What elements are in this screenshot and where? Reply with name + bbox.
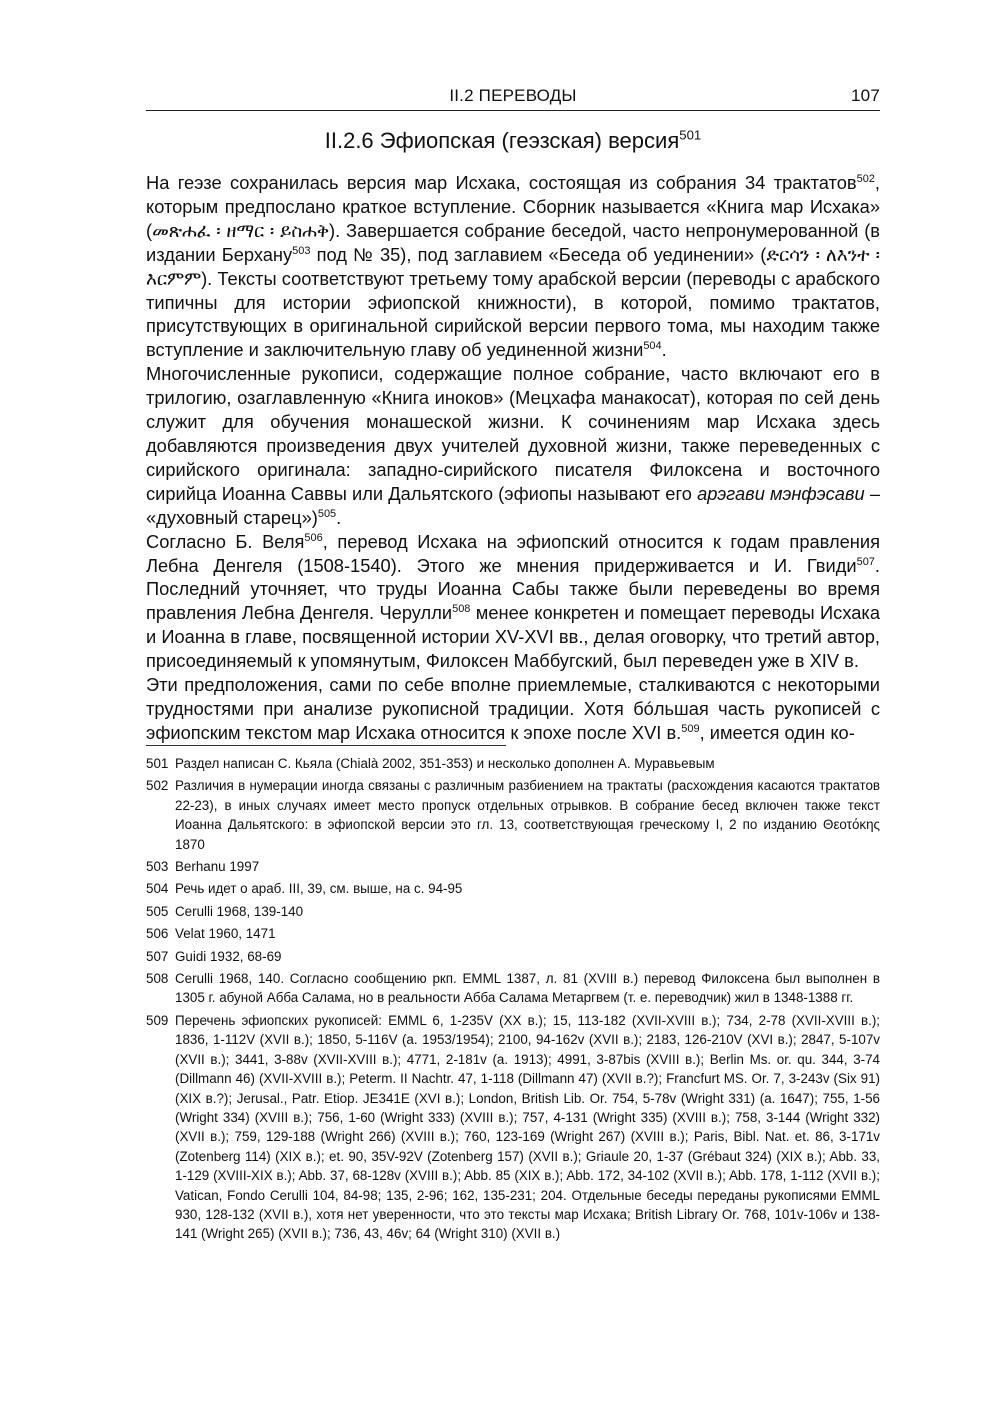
footnote bbox=[146, 776, 880, 854]
text-run: менее конкретен и помещает переводы Исхака и Иоанна в главе, посвященной истории XV-XVI вв., делая оговорку, что третий автор, присоединяемый к упомянутым, Филоксен Маббугский, был переведен уже в XIV в. bbox=[146, 602, 880, 672]
text-run: под № 35), под заглавием «Беседа об уединении» (ድርሳን ፡ ለእንተ ፡ እርምም). Тексты соответствуют третьему тому арабской версии (переводы с арабского типичны для истории эфиопской книжности), в которой, помимо трактатов, присутствующих в оригинальной сирийской версии первого тома, мы находим также вступление и заключительную главу об уединенной жизни bbox=[146, 243, 880, 361]
footnote-text: Guidi 1932, 68-69 bbox=[175, 948, 282, 964]
paragraph bbox=[146, 673, 880, 745]
text-run: , перевод Исхака на эфиопский относится к годам правления Лебна Денгеля (1508-1540). Этого же мнения придерживается и И. Гвиди bbox=[146, 530, 880, 576]
footnote-number: 507 bbox=[146, 948, 169, 964]
footnote-ref: 506 bbox=[304, 531, 323, 544]
section-heading-text: II.2.6 Эфиопская (геэзская) версия bbox=[324, 128, 680, 153]
paragraph bbox=[146, 362, 880, 529]
footnote-number: 504 bbox=[146, 881, 169, 897]
running-head-title: II.2 ПЕРЕВОДЫ bbox=[449, 86, 577, 105]
footnote-number: 509 bbox=[146, 1012, 169, 1028]
footnote-number: 506 bbox=[146, 926, 169, 942]
footnote-text: Перечень эфиопских рукописей: EMML 6, 1-235V (XX в.); 15, 113-182 (XVII-XVIII в.); 734, 2-78 (XVII-XVIII в.); 1836, 1-112V (XVII в.); 1850, 5-116V (а. 1953/1954); 2100, 94-162v (XVII в.); 2183, 126-210V (XVI в.); 2847, 5-107v (XVII в.); 3441, 3-88v (XVII-XVIII в.); 4771, 2-181v (а. 1913); 4991, 3-87bis (XVIII в.); Berlin Ms. or. qu. 344, 3-74 (Dillmann 46) (XVII-XVIII в.); Peterm. II Nachtr. 47, 1-118 (Dillmann 47) (XVII в.?); Francfurt MS. Or. 7, 3-243v (Six 91) (XIX в.?); Jerusal., Patr. Etiop. JE341E (XVI в.); London, British Lib. Or. 754, 5-78v (Wright 331) (а. 1647); 755, 1-56 (Wright 334) (XVIII в.); 756, 1-60 (Wright 333) (XVIII в.); 757, 4-131 (Wright 335) (XVIII в.); 758, 3-144 (Wright 332) (XVII в.); 759, 129-188 (Wright 266) (XVIII в.); 760, 123-169 (Wright 267) (XVIII в.); Paris, Bibl. Nat. et. 86, 3-171v (Zotenberg 114) (XIX в.); et. 90, 35V-92V (Zotenberg 157) (XVII в.); Griaule 20, 1-37 (Grébaut 324) (XIX в.); Abb. 33, 1-129 (XVIII-XIX в.); Abb. 37, 68-128v (XVIII в.); Abb. 85 (XIX в.); Abb. 172, 34-102 (XVII в.); Abb. 178, 1-112 (XVII в.); Vatican, Fondo Cerulli 104, 84-98; 135, 2-96; 162, 135-231; 204. Отдельные беседы переданы рукописями EMML 930, 128-132 (XVII в.), хотя нет уверенности, что это тексты мар Исхака; British Library Or. 768, 101v-106v и 138-141 (Wright 265) (XVII в.); 736, 43, 46v; 64 (Wright 310) (XVII в.) bbox=[175, 1012, 880, 1242]
footnote bbox=[146, 902, 880, 921]
paragraph bbox=[146, 171, 880, 362]
text-run: На геэзе сохранилась версия мар Исхака, состоящая из собрания 34 трактатов bbox=[146, 172, 857, 193]
footnote-text: Различия в нумерации иногда связаны с различным разбиением на трактаты (расхождения касаются трактатов 22-23), в иных случаях имеет место пропуск отдельных отрывков. В собрание бесед включен также текст Иоанна Дальятского: в эфиопской версии это гл. 13, соответствующая греческому I, 2 по изданию Θεοτόκης 1870 bbox=[175, 778, 880, 852]
footnote-number: 501 bbox=[146, 756, 169, 771]
footnote-ref: 505 bbox=[317, 507, 337, 520]
footnote-text: Cerulli 1968, 140. Согласно сообщению ркп. EMML 1387, л. 81 (XVIII в.) перевод Филоксена был выполнен в 1305 г. абуной Абба Салама, но в реальности Абба Салама Метаргвем (т. е. переводчик) жил в 1348-1388 гг. bbox=[175, 971, 880, 1006]
text-run: Эти предположения, сами по себе вполне приемлемые, сталкиваются с некоторыми трудностями при анализе рукописной традиции. Хотя бóльшая часть рукописей с эфиопским текстом мар Исхака относится к эпохе после XVI в. bbox=[146, 674, 880, 743]
footnote bbox=[146, 879, 880, 898]
footnote-ref: 509 bbox=[681, 722, 700, 735]
text-run: . Последний уточняет, что труды Иоанна Сабы также были переведены во время правления Лебна Денгеля. Черулли bbox=[146, 554, 880, 624]
footnote-text: Раздел написан С. Кьяла (Chialà 2002, 351-353) и несколько дополнен А. Муравьевым bbox=[175, 756, 715, 771]
footnote-text: Cerulli 1968, 139-140 bbox=[175, 903, 304, 919]
footnote bbox=[146, 924, 880, 943]
footnote-ref: 504 bbox=[643, 340, 662, 353]
section-heading bbox=[146, 128, 880, 154]
footnote-ref: 501 bbox=[679, 127, 702, 143]
text-run: , которым предпослано краткое вступление. Сборник называется «Книга мар Исхака» (መጽሐፈ ፡ ዘማር ፡ ይስሐቅ). Завершается собрание беседой, часто непронумерованной (в издании Берхану bbox=[146, 172, 880, 265]
footnotes bbox=[146, 754, 880, 1247]
running-head bbox=[146, 84, 880, 111]
footnote-text: Berhanu 1997 bbox=[175, 859, 260, 875]
footnote-number: 502 bbox=[146, 778, 169, 794]
italic-term: арэгави мэнфэсави bbox=[697, 482, 865, 504]
footnote-ref: 503 bbox=[292, 244, 311, 257]
text-run: Согласно Б. Веля bbox=[146, 530, 305, 552]
footnote-ref: 502 bbox=[856, 172, 875, 185]
footnote bbox=[146, 1011, 880, 1244]
text-run: . bbox=[336, 506, 342, 528]
page-number: 107 bbox=[851, 86, 880, 105]
text-run: , имеется один ко- bbox=[699, 721, 855, 743]
text-run: . bbox=[661, 339, 667, 361]
paragraph bbox=[146, 530, 880, 673]
footnote-number: 508 bbox=[146, 971, 169, 987]
footnote bbox=[146, 857, 880, 876]
footnote-ref: 508 bbox=[452, 603, 471, 616]
body-text bbox=[146, 171, 880, 745]
footnote-text: Речь идет о араб. III, 39, см. выше, на с. 94-95 bbox=[175, 881, 463, 897]
footnote bbox=[146, 947, 880, 966]
footnote bbox=[146, 754, 880, 773]
footnote-text: Velat 1960, 1471 bbox=[175, 926, 276, 942]
footnote bbox=[146, 969, 880, 1008]
footnote-number: 505 bbox=[146, 903, 169, 919]
text-run: Многочисленные рукописи, содержащие полное собрание, часто включают его в трилогию, озаглавленную «Книга иноков» (Мецхафа манакосат), которая по сей день служит для обучения монашеской жизни. К сочинениям мар Исхака здесь добавляются произведения двух учителей духовной жизни, также переведенных с сирийского оригинала: западно-сирийского писателя Филоксена и восточного сирийца Иоанна Саввы или Дальятского (эфиопы называют его bbox=[146, 363, 880, 504]
footnote-number: 503 bbox=[146, 859, 169, 875]
text-run: – «духовный старец») bbox=[146, 482, 881, 528]
footnote-ref: 507 bbox=[856, 555, 875, 568]
footnote-rule bbox=[146, 745, 506, 746]
